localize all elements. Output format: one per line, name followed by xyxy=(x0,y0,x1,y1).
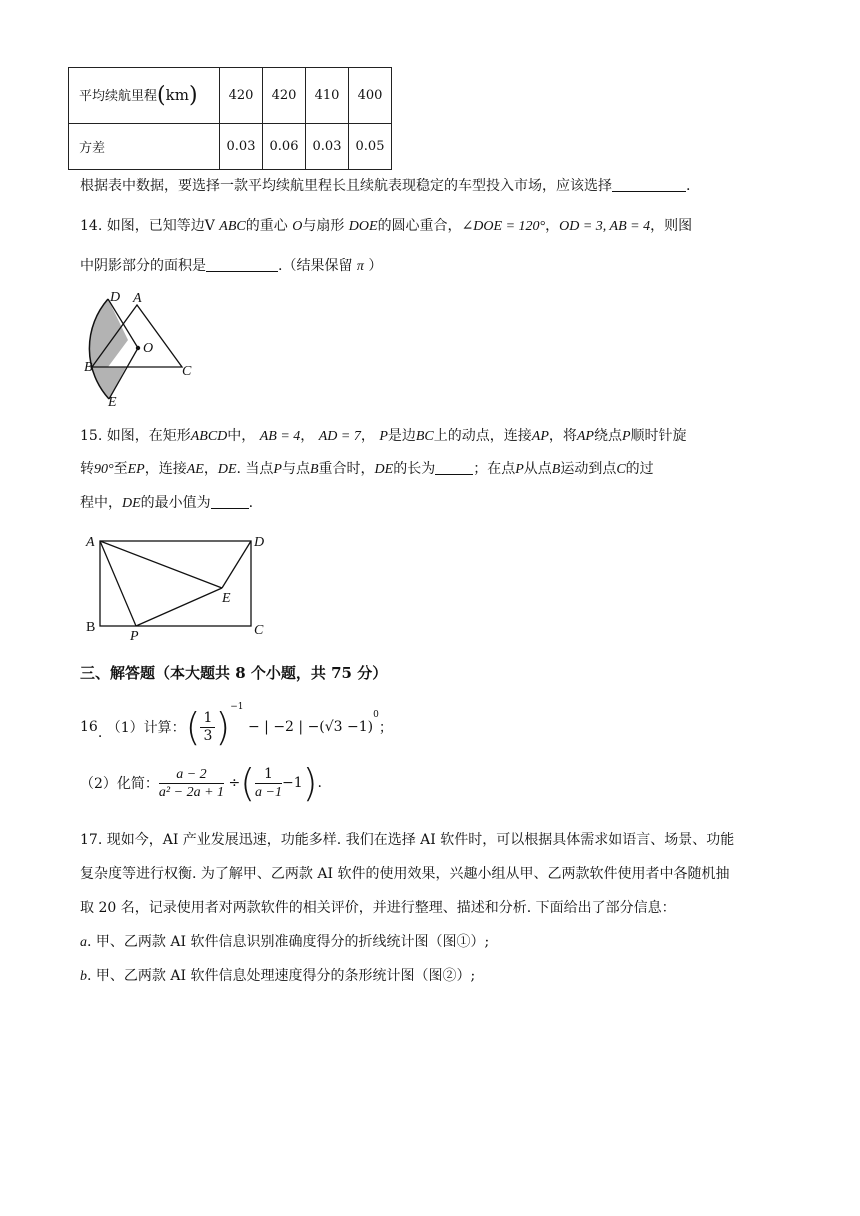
math-de: DE xyxy=(374,462,394,477)
item-label: b xyxy=(80,969,87,984)
math-de: DE xyxy=(217,462,237,477)
label-a: A xyxy=(133,291,142,306)
math-o: O xyxy=(292,219,303,234)
q14-text: ） xyxy=(368,258,383,274)
q15-text: 运动到点 xyxy=(560,461,617,477)
q17-line2: 复杂度等进行权衡. 为了解甲、乙两款 AI 软件的使用效果，兴趣小组从甲、乙两款软件使用者中各随机抽 xyxy=(80,866,730,882)
q17-line3: 取 20 名，记录使用者对两款软件的相关评价，并进行整理、描述和分析. 下面给出了部分信息： xyxy=(80,900,676,916)
q14-text: 的重心 xyxy=(245,218,288,234)
sqrt-three: √3 xyxy=(324,719,343,735)
denominator: a −1 xyxy=(255,784,282,800)
section-heading: 三、解答题（本大题共 8 个小题，共 75 分） xyxy=(80,664,388,682)
q15-text: 顺时针旋 xyxy=(630,428,687,444)
q15-text: 是边 xyxy=(387,428,416,444)
q15-text: 的长为 xyxy=(393,461,436,477)
q15-text: . 当点 xyxy=(236,461,274,477)
segment-ap xyxy=(100,541,136,626)
q15-text: 上的动点，连接 xyxy=(433,428,532,444)
label-e: E xyxy=(108,395,117,410)
label-b: B xyxy=(86,620,96,635)
q15-text: ；在点 xyxy=(473,461,516,477)
q14-figure xyxy=(70,285,200,410)
table-cell: 0.03 xyxy=(306,124,349,170)
answer-blank xyxy=(612,177,686,192)
label-o: O xyxy=(143,341,154,356)
math-p: P xyxy=(273,462,282,477)
question-number: 14. xyxy=(80,218,103,234)
paren-open: ( xyxy=(240,761,256,805)
q15-text: . xyxy=(248,495,254,511)
denominator: a² − 2a + 1 xyxy=(158,784,225,800)
triangle-symbol: V xyxy=(204,218,215,234)
math-angle: ∠DOE = 120° xyxy=(461,219,546,234)
row-label: 平均续航里程 xyxy=(79,89,158,104)
q15-text: 至 xyxy=(113,461,128,477)
math-pi: π xyxy=(356,259,364,274)
table-cell: 410 xyxy=(306,68,349,124)
label-b: B xyxy=(84,360,93,375)
divide-sign: ÷ xyxy=(228,775,241,791)
q16-text: . xyxy=(317,775,322,791)
paren-close: ) xyxy=(188,83,198,108)
math-ap: AP xyxy=(576,429,594,444)
q15-figure xyxy=(80,530,280,645)
q15-line3 xyxy=(80,493,253,514)
q15-text: ， xyxy=(360,428,375,444)
answer-blank xyxy=(206,257,278,272)
segment-de xyxy=(222,541,251,588)
q14-text: 与扇形 xyxy=(302,218,345,234)
paren-open: ( xyxy=(157,83,166,108)
table-cell: 0.06 xyxy=(263,124,306,170)
q13-tail: 根据表中数据，要选择一款平均续航里程长且续航表现稳定的车型投入市场，应该选择 . xyxy=(80,178,691,194)
q14-text: 如图，已知等边 xyxy=(106,218,205,234)
math-lengths: OD = 3, AB = 4 xyxy=(559,219,651,234)
q15-text: 重合时， xyxy=(318,461,375,477)
answer-blank xyxy=(435,460,473,475)
q16-math: −1 xyxy=(281,775,303,791)
numerator: 1 xyxy=(255,766,282,784)
q15-text: 中， xyxy=(227,428,256,444)
q15-line2 xyxy=(80,459,654,480)
range-variance-table xyxy=(68,67,392,170)
q15-text: 绕点 xyxy=(593,428,622,444)
q15-line1 xyxy=(80,426,687,447)
q15-text: 程中， xyxy=(80,495,122,511)
table-header-cell xyxy=(69,68,220,124)
math-ad: AD = 7 xyxy=(318,429,361,444)
math-de: DE xyxy=(122,496,141,511)
q15-text: 的最小值为 xyxy=(140,495,211,511)
q15-text: ， xyxy=(203,461,218,477)
q16-dot: . xyxy=(97,725,103,741)
question-number: 15. xyxy=(80,428,103,444)
math-c: C xyxy=(616,462,626,477)
math-p: P xyxy=(621,429,631,444)
denominator: 3 xyxy=(203,727,213,744)
label-a: A xyxy=(86,535,95,550)
paren-open: ( xyxy=(185,705,201,749)
q16-text: （1）计算： xyxy=(106,720,186,736)
q14-text: ，则图 xyxy=(650,218,693,234)
q16-part1 xyxy=(80,702,393,749)
q16-text: ； xyxy=(378,720,393,736)
shaded-region xyxy=(89,299,128,399)
q15-text: ， xyxy=(300,428,315,444)
q15-text: ，将 xyxy=(548,428,577,444)
fraction-expression xyxy=(159,766,224,801)
segment-ae xyxy=(100,541,222,588)
math-abc: ABC xyxy=(219,219,246,234)
table-cell: 0.03 xyxy=(220,124,263,170)
q16-math: − | −2 | −( xyxy=(247,719,325,735)
q14-line2 xyxy=(80,256,382,277)
q17-line1: 17. 现如今，AI 产业发展迅速，功能多样. 我们在选择 AI 软件时，可以根据具体需求如语言、场景、功能 xyxy=(80,832,735,848)
q14-line1: 14. 如图，已知等边V ABC的重心 O与扇形 DOE的圆心重合，∠DOE = 120°，OD = 3, AB = 4，则图 xyxy=(80,218,693,234)
rectangle-abcd xyxy=(100,541,251,626)
math-abcd: ABCD xyxy=(190,429,228,444)
paren-close: ) xyxy=(215,705,231,749)
math-b: B xyxy=(551,462,561,477)
math-p: P xyxy=(515,462,524,477)
fraction-reciprocal xyxy=(255,766,282,801)
label-c: C xyxy=(254,623,264,638)
q16-part2 xyxy=(80,761,322,805)
q16-math: −1) xyxy=(342,719,374,735)
table-row xyxy=(69,68,392,124)
q14-text: 中阴影部分的面积是 xyxy=(80,258,206,274)
item-text: . 甲、乙两款 AI 软件信息识别准确度得分的折线统计图（图①）; xyxy=(87,934,490,950)
exponent: 0 xyxy=(373,710,379,720)
numerator: 1 xyxy=(203,709,213,726)
math-deg: 90° xyxy=(94,462,114,477)
unit: km xyxy=(165,86,189,104)
paren-close: ) xyxy=(302,761,318,805)
table-cell: 420 xyxy=(220,68,263,124)
item-text: . 甲、乙两款 AI 软件信息处理速度得分的条形统计图（图②）; xyxy=(87,968,476,984)
math-doe: DOE xyxy=(348,219,378,234)
math-ae: AE xyxy=(186,462,204,477)
label-d: D xyxy=(110,290,121,305)
math-b: B xyxy=(309,462,319,477)
q16-text: （2）化简： xyxy=(80,776,159,792)
segment-pe xyxy=(136,588,222,626)
item-label: a xyxy=(80,935,87,950)
numerator: a − 2 xyxy=(159,766,224,784)
math-ap: AP xyxy=(531,429,549,444)
label-p: P xyxy=(130,629,139,644)
q15-text: 转 xyxy=(80,461,94,477)
label-d: D xyxy=(254,535,265,550)
question-number: 16 xyxy=(80,719,98,735)
table-row xyxy=(69,124,392,170)
q15-text: 与点 xyxy=(281,461,310,477)
table-cell: 0.05 xyxy=(349,124,392,170)
answer-blank xyxy=(211,494,249,509)
table-header-cell: 方差 xyxy=(69,124,220,170)
q15-text: ，连接 xyxy=(144,461,187,477)
math-p: P xyxy=(379,429,388,444)
q14-text: 的圆心重合， xyxy=(377,218,462,234)
q17-item-a xyxy=(80,932,489,953)
q14-text: .（结果保留 xyxy=(278,258,353,274)
table-cell: 420 xyxy=(263,68,306,124)
q13-text: 根据表中数据，要选择一款平均续航里程长且续航表现稳定的车型投入市场，应该选择 xyxy=(80,178,612,194)
math-ep: EP xyxy=(127,462,145,477)
table-cell: 400 xyxy=(349,68,392,124)
q15-text: 如图，在矩形 xyxy=(106,428,191,444)
q15-text: 的过 xyxy=(625,461,654,477)
math-ab: AB = 4 xyxy=(259,429,301,444)
center-o xyxy=(136,346,140,350)
math-bc: BC xyxy=(415,429,434,444)
label-e: E xyxy=(222,591,231,606)
q15-text: 从点 xyxy=(523,461,552,477)
fraction-one-third xyxy=(200,710,215,745)
q17-item-b xyxy=(80,966,475,987)
exponent: −1 xyxy=(230,702,244,712)
label-c: C xyxy=(182,364,192,379)
